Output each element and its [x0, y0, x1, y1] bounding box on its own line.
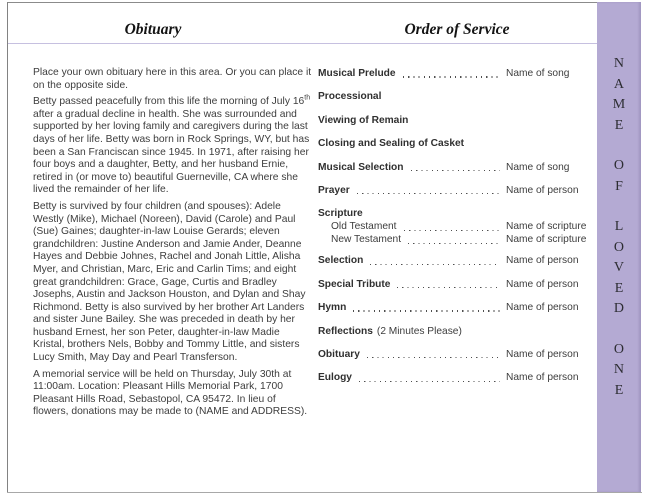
service-row	[318, 115, 596, 127]
service-item-label: Musical Selection	[318, 161, 404, 173]
paragraph-text: Betty passed peacefully from this life the morning of July 16	[33, 96, 305, 108]
obituary-paragraph	[33, 96, 312, 197]
service-item-value: Name of person	[506, 184, 579, 196]
page-border-bottom	[7, 492, 642, 493]
service-item-value: Name of person	[506, 372, 579, 384]
dotted-leader	[411, 170, 501, 171]
obituary-paragraph	[33, 67, 312, 92]
sidebar-word	[614, 217, 624, 320]
service-item-label: Viewing of Remain	[318, 114, 409, 126]
sidebar-letter: O	[613, 341, 625, 357]
service-item-label: Obituary	[318, 348, 360, 360]
obituary-paragraph	[33, 201, 312, 365]
service-item-label: Prayer	[318, 184, 350, 196]
sidebar-letter: D	[613, 301, 625, 316]
sidebar-letter: F	[615, 178, 623, 194]
header-divider-rule	[8, 43, 597, 44]
service-item-label: Scripture	[318, 208, 363, 220]
service-item-note: (2 Minutes Please)	[376, 325, 462, 337]
sidebar-letter: N	[613, 362, 625, 377]
service-row	[318, 68, 596, 80]
order-of-service-title: Order of Service	[404, 21, 510, 38]
sidebar-letter: M	[612, 97, 626, 112]
sidebar-vertical-text	[613, 54, 625, 421]
sidebar-letter: N	[613, 56, 625, 71]
service-row	[318, 255, 596, 267]
service-item-value: Name of scripture	[506, 221, 587, 233]
sidebar-letter: A	[613, 76, 625, 92]
service-item-label: Hymn	[318, 302, 347, 314]
service-row	[318, 349, 596, 361]
service-row	[318, 185, 596, 197]
dotted-leader	[353, 310, 500, 311]
sidebar-word	[613, 54, 625, 136]
service-item-label: Old Testament	[331, 221, 397, 233]
service-group-scripture	[318, 208, 596, 246]
service-row	[318, 91, 596, 103]
service-row	[318, 302, 596, 314]
paragraph-text: Betty is survived by four children (and spouses): Adele Westly (Mike), Michael (Noreen), David (Carole) and Paul (Sue) Gaines; daughter-in-law Louise Gerards; eleven grandchildren: Justine Anderson and Jamie Ander, Deanne Hayes and Debbie Johnes, Rachel and Jonah Little, Alisha Myer, and Christian, Marc, Eric and Carlin Tims; and eight great grandchildren: Grace, Gage, Curtis and Bradley Josephs, Austin and Jackson Houston, and Dylan and Shay Richmond. Betty is also survived by her brother Art Landers and sister June Bailey. She was preceded in death by her husband Ernest, her son Peter, daughter-in-law Madie Kristal, brothers Nels, Bobby and Tommy Little, and sisters Lucy Smith, May Day and Pearl Transferson.	[33, 200, 306, 364]
sidebar-letter: V	[613, 260, 625, 275]
service-item-label: Selection	[318, 255, 364, 267]
service-item-label: Processional	[318, 91, 382, 103]
superscript-text: th	[304, 94, 311, 102]
service-item-label: Eulogy	[318, 372, 352, 384]
dotted-leader	[408, 243, 500, 244]
service-row	[318, 162, 596, 174]
sidebar-letter: L	[614, 219, 624, 234]
sidebar-letter: E	[614, 382, 624, 398]
sidebar-letter: O	[613, 239, 625, 255]
service-subrow	[318, 234, 596, 246]
sidebar-letter: E	[614, 117, 624, 133]
page-border-left	[7, 2, 8, 493]
service-item-value: Name of person	[506, 348, 579, 360]
dotted-leader	[404, 230, 501, 231]
service-list	[318, 68, 596, 396]
service-row	[318, 372, 596, 384]
paragraph-text: A memorial service will be held on Thursday, July 30th at 11:00am. Location: Pleasant Hills Memorial Park, 1700 Pleasant Hills Road, Sebastopol, CA 95472. In lieu of flowers, donations may be made to (NAME and ADDRESS).	[33, 368, 308, 418]
service-item-value: Name of song	[506, 68, 570, 79]
service-item-value: Name of song	[506, 161, 570, 173]
service-item-value: Name of person	[506, 255, 579, 267]
paragraph-text: after a gradual decline in health. She was surrounded and supported by her loving family and caregivers during the last days of her life. Betty was born in Rock Springs, WY, but has been a San Franciscan since 1945. In 1971, after raising her four boys and a daughter, Betty, and her husband Ernie, retired in (or move to) beautiful Guerneville, CA where she lived the remainder of her life.	[33, 108, 310, 196]
obituary-title: Obituary	[124, 21, 182, 38]
sidebar-band	[597, 2, 641, 492]
service-item-value: Name of person	[506, 302, 579, 314]
obituary-paragraph	[33, 369, 312, 419]
dotted-leader	[359, 381, 500, 382]
service-item-label: Reflections	[318, 325, 373, 337]
service-item-label: Musical Prelude	[318, 68, 396, 79]
dotted-leader	[367, 357, 500, 358]
page-border-top	[7, 2, 597, 3]
service-item-value: Name of person	[506, 278, 579, 290]
service-item-value: Name of scripture	[506, 234, 587, 246]
service-item-label: New Testament	[331, 234, 402, 246]
service-subrow	[318, 221, 596, 233]
sidebar-word	[614, 340, 624, 402]
sidebar-word	[614, 156, 624, 197]
obituary-paragraphs	[33, 67, 312, 423]
service-row	[318, 208, 596, 220]
service-item-label: Closing and Sealing of Casket	[318, 138, 465, 150]
service-row	[318, 138, 596, 150]
dotted-leader	[370, 264, 500, 265]
paragraph-text: Place your own obituary here in this area. Or you can place it on the opposite side.	[33, 67, 312, 91]
dotted-leader	[403, 76, 500, 77]
service-row	[318, 279, 596, 291]
sidebar-letter: O	[613, 158, 625, 173]
sidebar-letter: E	[614, 280, 624, 296]
dotted-leader	[397, 287, 500, 288]
service-item-label: Special Tribute	[318, 278, 391, 290]
service-row	[318, 326, 596, 338]
dotted-leader	[357, 193, 500, 194]
